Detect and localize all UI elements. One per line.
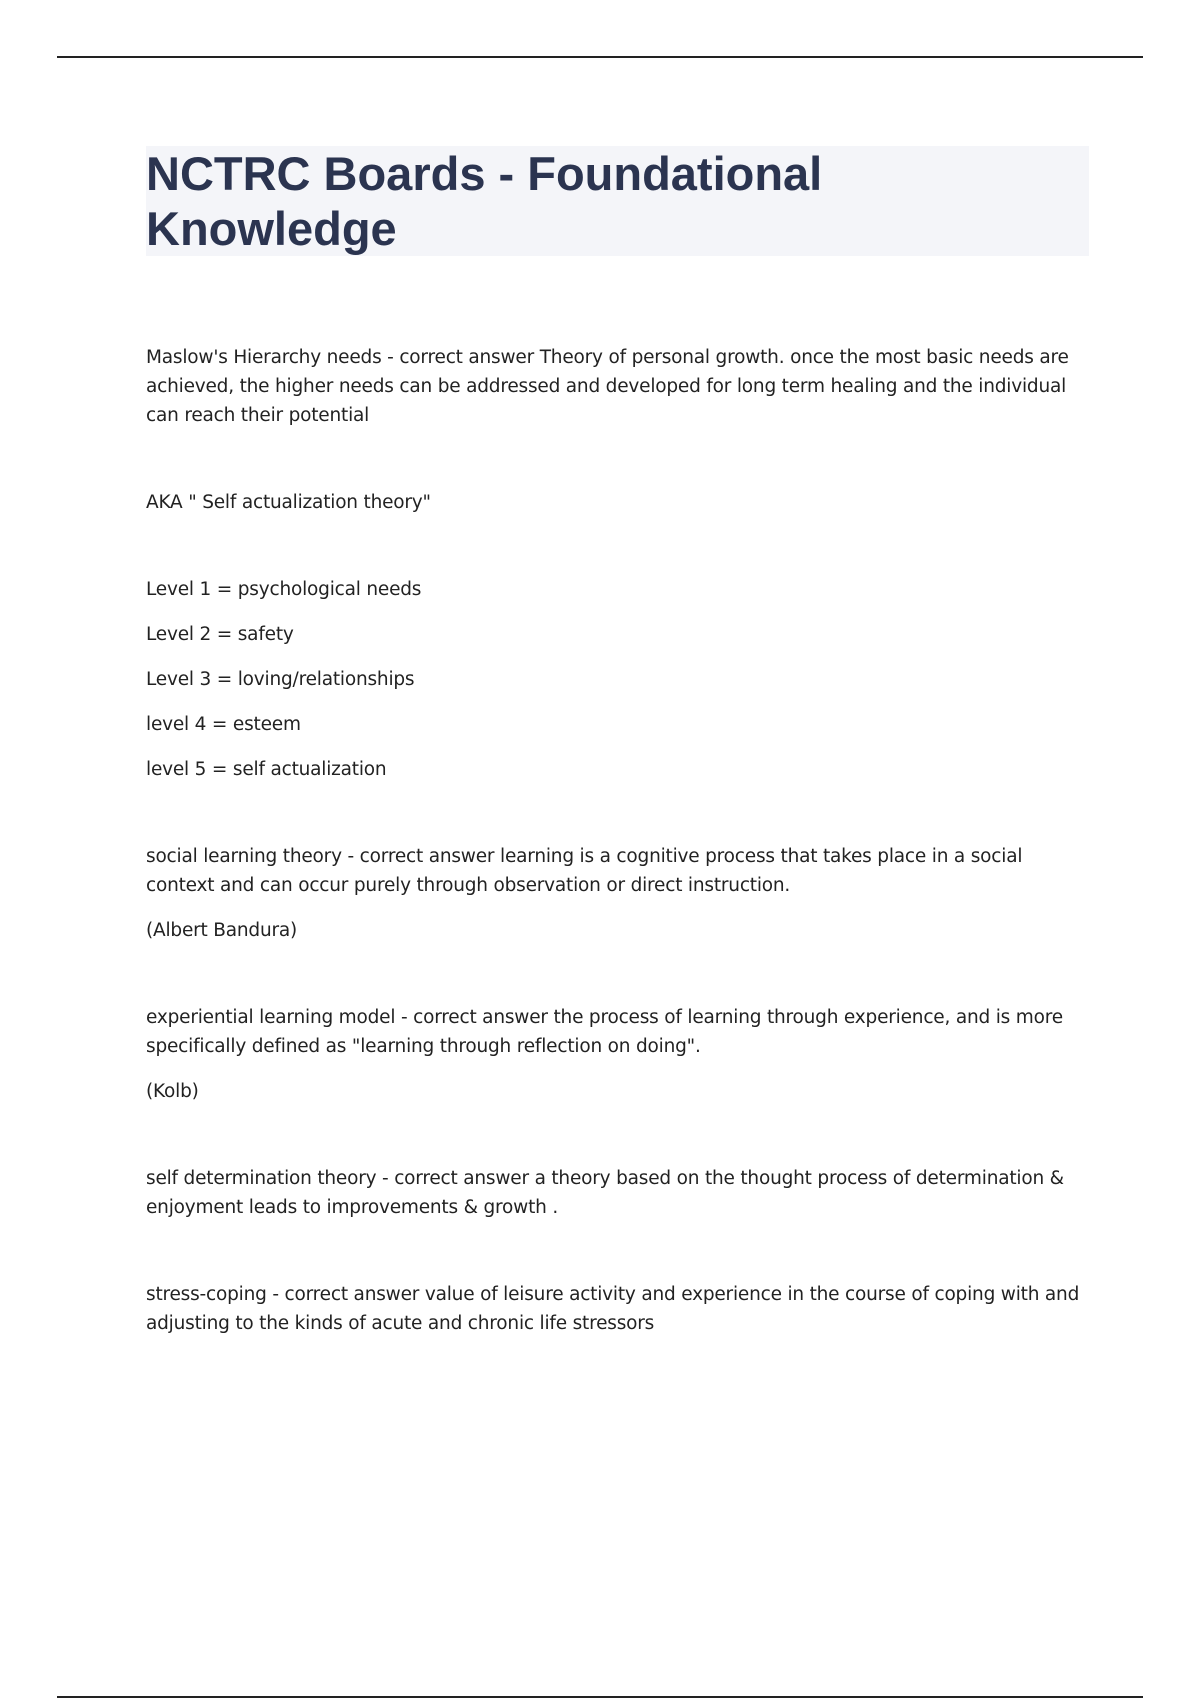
document-body (146, 343, 1096, 1338)
entry-maslow: Maslow's Hierarchy needs - correct answer Theory of personal growth. once the most basic needs are achieved, the higher needs can be addressed and developed for long term healing and the individual can reach their potential (146, 347, 1069, 426)
entry-maslow-aka: AKA " Self actualization theory" (146, 492, 431, 513)
bottom-rule (57, 1696, 1143, 1698)
entry-self-determination: self determination theory - correct answer a theory based on the thought process of determination & enjoyment leads to improvements & growth . (146, 1168, 1064, 1218)
page-title: NCTRC Boards - Foundational Knowledge (146, 147, 823, 255)
entry-social-learning: social learning theory - correct answer learning is a cognitive process that takes place in a social context and can occur purely through observation or direct instruction. (146, 846, 1023, 896)
entry-experiential-learning: experiential learning model - correct answer the process of learning through experience, and is more specifically defined as "learning through reflection on doing". (146, 1007, 1063, 1057)
maslow-level-5: level 5 = self actualization (146, 759, 387, 780)
entry-stress-coping: stress-coping - correct answer value of leisure activity and experience in the course of coping with and adjusting to the kinds of acute and chronic life stressors (146, 1284, 1080, 1334)
maslow-level-3: Level 3 = loving/relationships (146, 669, 415, 690)
top-rule (57, 56, 1143, 58)
entry-experiential-learning-author: (Kolb) (146, 1081, 199, 1102)
entry-social-learning-author: (Albert Bandura) (146, 920, 298, 941)
title-banner (146, 146, 1089, 256)
maslow-level-2: Level 2 = safety (146, 624, 294, 645)
maslow-level-1: Level 1 = psychological needs (146, 579, 422, 600)
maslow-level-4: level 4 = esteem (146, 714, 301, 735)
